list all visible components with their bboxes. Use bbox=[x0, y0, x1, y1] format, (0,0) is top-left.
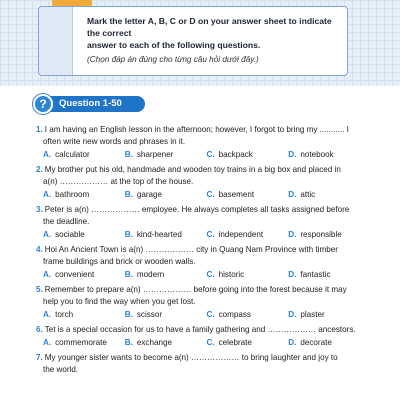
option-letter: A. bbox=[43, 150, 52, 159]
answer-option[interactable] bbox=[125, 337, 207, 349]
question-text: Hoi An Ancient Town is a(n) ……………… city in Quang Nam Province with timber bbox=[44, 245, 338, 254]
instructions-strip bbox=[39, 7, 73, 75]
question-number: 6. bbox=[36, 325, 43, 334]
option-letter: B. bbox=[124, 338, 133, 347]
option-letter: A. bbox=[43, 338, 52, 347]
answer-option[interactable] bbox=[125, 309, 207, 321]
option-text: garage bbox=[136, 190, 163, 199]
option-text: torch bbox=[55, 310, 74, 319]
question-mark-icon: ? bbox=[33, 94, 53, 114]
instructions-vietnamese: (Chọn đáp án đúng cho từng câu hỏi dưới đây.) bbox=[87, 55, 259, 64]
answer-option[interactable] bbox=[207, 229, 289, 241]
answer-option[interactable] bbox=[288, 229, 370, 241]
answer-option[interactable] bbox=[207, 149, 289, 161]
question-line-1 bbox=[36, 244, 370, 256]
option-text: bathroom bbox=[55, 190, 90, 199]
option-text: sharpener bbox=[136, 150, 174, 159]
option-letter: B. bbox=[124, 150, 133, 159]
option-text: kind-hearted bbox=[136, 230, 182, 239]
option-text: historic bbox=[218, 270, 245, 279]
instructions-card bbox=[38, 6, 348, 76]
question-line-2: the world. bbox=[43, 365, 79, 374]
answer-option[interactable] bbox=[207, 309, 289, 321]
option-letter: D. bbox=[288, 338, 297, 347]
answer-option[interactable] bbox=[125, 149, 207, 161]
option-text: commemorate bbox=[55, 338, 107, 347]
question-line-2: help you to find the way when you get lost. bbox=[43, 297, 196, 306]
answer-option[interactable] bbox=[43, 149, 125, 161]
answer-option[interactable] bbox=[288, 149, 370, 161]
answer-option[interactable] bbox=[288, 269, 370, 281]
question-number: 7. bbox=[36, 353, 43, 362]
question-line-1 bbox=[36, 204, 370, 216]
option-text: independent bbox=[218, 230, 264, 239]
instructions-line-2: answer to each of the following questions. bbox=[87, 40, 261, 50]
answer-option[interactable] bbox=[125, 269, 207, 281]
question-item bbox=[36, 164, 370, 201]
option-letter: A. bbox=[43, 270, 52, 279]
question-text: I am having an English lesson in the afternoon; however, I forgot to bring my ........... I bbox=[44, 125, 349, 134]
question-number: 3. bbox=[36, 205, 43, 214]
question-text: My younger sister wants to become a(n) ……………… to bring laughter and joy to bbox=[44, 353, 338, 362]
answer-option[interactable] bbox=[43, 269, 125, 281]
question-line-1 bbox=[36, 164, 370, 176]
instructions-banner bbox=[0, 0, 400, 86]
question-item bbox=[36, 324, 370, 349]
option-text: compass bbox=[218, 310, 251, 319]
answer-option[interactable] bbox=[43, 309, 125, 321]
option-text: decorate bbox=[300, 338, 332, 347]
answer-option[interactable] bbox=[207, 269, 289, 281]
answer-option[interactable] bbox=[207, 337, 289, 349]
answer-options bbox=[36, 269, 370, 281]
option-letter: D. bbox=[288, 150, 297, 159]
answer-options bbox=[36, 189, 370, 201]
question-text: My brother put his old, handmade and wooden toy trains in a big box and placed in bbox=[44, 165, 341, 174]
answer-options bbox=[36, 229, 370, 241]
question-line-1 bbox=[36, 124, 370, 136]
section-title: Question 1-50 bbox=[45, 96, 145, 112]
question-number: 5. bbox=[36, 285, 43, 294]
option-text: exchange bbox=[136, 338, 172, 347]
option-letter: D. bbox=[288, 190, 297, 199]
section-header bbox=[33, 94, 145, 114]
option-text: sociable bbox=[55, 230, 85, 239]
option-letter: C. bbox=[206, 190, 215, 199]
answer-options bbox=[36, 149, 370, 161]
option-letter: A. bbox=[43, 190, 52, 199]
answer-option[interactable] bbox=[43, 189, 125, 201]
question-line-1 bbox=[36, 284, 370, 296]
option-text: attic bbox=[300, 190, 316, 199]
option-letter: A. bbox=[43, 230, 52, 239]
option-letter: C. bbox=[206, 310, 215, 319]
answer-option[interactable] bbox=[125, 189, 207, 201]
answer-options bbox=[36, 309, 370, 321]
option-letter: D. bbox=[288, 230, 297, 239]
question-text: Remember to prepare a(n) ……………… before going into the forest because it may bbox=[44, 285, 347, 294]
option-text: convenient bbox=[55, 270, 95, 279]
question-line-1 bbox=[36, 352, 370, 364]
option-letter: B. bbox=[124, 230, 133, 239]
option-text: modern bbox=[136, 270, 165, 279]
answer-option[interactable] bbox=[207, 189, 289, 201]
question-item bbox=[36, 244, 370, 281]
question-text: Peter is a(n) ……………… employee. He always completes all tasks assigned before bbox=[44, 205, 350, 214]
option-text: fantastic bbox=[300, 270, 331, 279]
option-text: responsible bbox=[300, 230, 342, 239]
option-text: basement bbox=[218, 190, 255, 199]
question-line-2: the deadline. bbox=[43, 217, 90, 226]
option-letter: A. bbox=[43, 310, 52, 319]
answer-option[interactable] bbox=[125, 229, 207, 241]
option-letter: C. bbox=[206, 150, 215, 159]
question-item bbox=[36, 204, 370, 241]
option-letter: B. bbox=[124, 270, 133, 279]
option-letter: C. bbox=[206, 270, 215, 279]
question-line-2: a(n) ……………… at the top of the house. bbox=[43, 177, 194, 186]
option-letter: C. bbox=[206, 338, 215, 347]
question-line-2: often write new words and phrases in it. bbox=[43, 137, 186, 146]
question-text: Tet is a special occasion for us to have a family gathering and ……………… ancestors. bbox=[44, 325, 356, 334]
option-letter: D. bbox=[288, 310, 297, 319]
option-text: notebook bbox=[300, 150, 334, 159]
question-item bbox=[36, 352, 370, 376]
question-number: 2. bbox=[36, 165, 43, 174]
option-letter: D. bbox=[288, 270, 297, 279]
option-text: plaster bbox=[300, 310, 325, 319]
option-text: calculator bbox=[55, 150, 90, 159]
question-list bbox=[36, 124, 370, 379]
option-text: celebrate bbox=[218, 338, 252, 347]
option-letter: B. bbox=[124, 190, 133, 199]
question-line-1 bbox=[36, 324, 370, 336]
option-letter: C. bbox=[206, 230, 215, 239]
question-line-2: frame buildings and brick or wooden walls. bbox=[43, 257, 196, 266]
answer-option[interactable] bbox=[288, 309, 370, 321]
question-item bbox=[36, 124, 370, 161]
answer-option[interactable] bbox=[43, 337, 125, 349]
option-letter: B. bbox=[124, 310, 133, 319]
question-number: 1. bbox=[36, 125, 43, 134]
question-number: 4. bbox=[36, 245, 43, 254]
answer-options bbox=[36, 337, 370, 349]
instructions-line-1: Mark the letter A, B, C or D on your answer sheet to indicate the correct bbox=[87, 16, 332, 38]
answer-option[interactable] bbox=[288, 337, 370, 349]
option-text: scissor bbox=[136, 310, 163, 319]
answer-option[interactable] bbox=[288, 189, 370, 201]
answer-option[interactable] bbox=[43, 229, 125, 241]
question-item bbox=[36, 284, 370, 321]
option-text: backpack bbox=[218, 150, 253, 159]
